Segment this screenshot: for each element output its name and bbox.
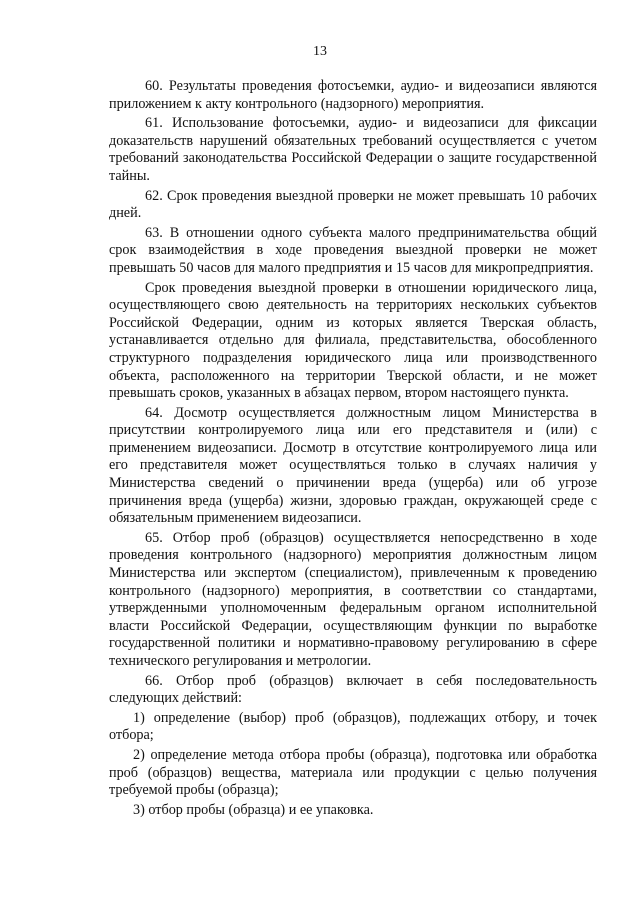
- paragraph-66: 66. Отбор проб (образцов) включает в себя последовательность следующих действий:: [109, 672, 597, 707]
- document-body: [109, 78, 597, 819]
- paragraph-63-term: Срок проведения выездной проверки в отношении юридического лица, осуществляющего свою деятельность на территориях нескольких субъектов Российской Федерации, одним из которых является Тверская область, устанавливается отдельно для филиала, представительства, обособленного структурного подразделения юридического лица или производственного объекта, расположенного на территории Тверской области, и не может превышать сроков, указанных в абзацах первом, втором настоящего пункта.: [109, 279, 597, 402]
- list-item-3: 3) отбор пробы (образца) и ее упаковка.: [133, 801, 374, 818]
- paragraph-64: 64. Досмотр осуществляется должностным лицом Министерства в присутствии контролируемого лица или его представителя и (или) с применением видеозаписи. Досмотр в отсутствие контролируемого лица или его представителя может осуществляться только в случаях наличия у Министерства сведений о причинении вреда (ущерба) или об угрозе причинения вреда (ущерба) жизни, здоровью граждан, окружающей среде с обязательным применением видеозаписи.: [109, 404, 597, 527]
- paragraph-65: 65. Отбор проб (образцов) осуществляется непосредственно в ходе проведения контрольного (надзорного) мероприятия должностным лицом Министерства или экспертом (специалистом), привлеченным к проведению контрольного (надзорного) мероприятия, в соответствии со стандартами, утвержденными уполномоченным федеральным органом исполнительной власти Российской Федерации, осуществляющим функции по выработке государственной политики и нормативно-правовому регулированию в сфере технического регулирования и метрологии.: [109, 529, 597, 669]
- list-item-2: 2) определение метода отбора пробы (образца), подготовка или обработка проб (образцов) вещества, материала или продукции с целью получения требуемой пробы (образца);: [109, 746, 597, 799]
- paragraph-60: 60. Результаты проведения фотосъемки, аудио- и видеозаписи являются приложением к акту контрольного (надзорного) мероприятия.: [109, 78, 597, 112]
- paragraph-62: 62. Срок проведения выездной проверки не может превышать 10 рабочих дней.: [109, 187, 597, 222]
- list-item-1: 1) определение (выбор) проб (образцов), подлежащих отбору, и точек отбора;: [109, 709, 597, 744]
- page-number: 13: [313, 44, 327, 59]
- paragraph-61: 61. Использование фотосъемки, аудио- и видеозаписи для фиксации доказательств нарушений обязательных требований осуществляется с учетом требований законодательства Российской Федерации о защите государственной тайны.: [109, 115, 597, 184]
- paragraph-63: 63. В отношении одного субъекта малого предпринимательства общий срок взаимодействия в ходе проведения выездной проверки не может превышать 50 часов для малого предприятия и 15 часов для микропредприятия.: [109, 224, 597, 276]
